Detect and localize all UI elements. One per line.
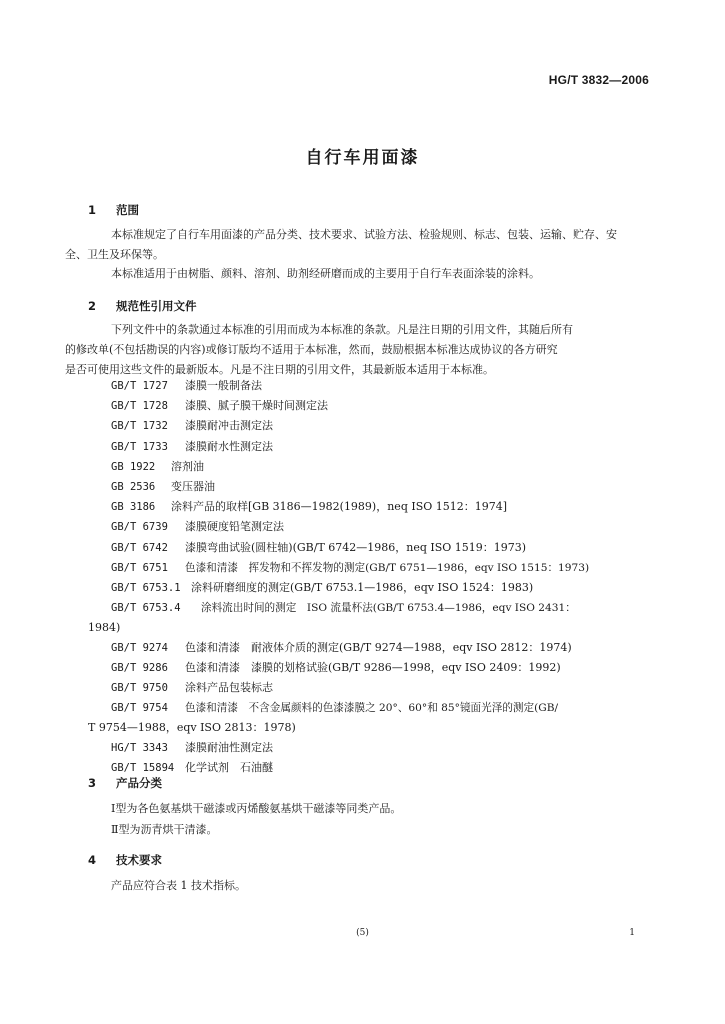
reference-code: GB/T 9754 — [111, 702, 168, 715]
section-number: 1 — [88, 203, 97, 217]
reference-title: 色漆和清漆 不含金属颜料的色漆漆膜之 20°、60°和 85°镜面光泽的测定(GB/ — [185, 702, 559, 715]
reference-item — [88, 758, 653, 778]
section-number: 4 — [88, 853, 97, 867]
scope-paragraph-1 — [65, 225, 653, 265]
section-number: 2 — [88, 299, 97, 313]
reference-item — [88, 477, 653, 497]
reference-title: 漆膜一般制备法 — [185, 379, 262, 392]
reference-item — [88, 638, 653, 658]
reference-code: GB/T 1732 — [111, 420, 168, 433]
normative-references-intro — [65, 320, 653, 380]
product-type-1: Ⅰ型为各色氨基烘干磁漆或丙烯酸氨基烘干磁漆等同类产品。 — [111, 802, 402, 815]
section-title: 规范性引用文件 — [116, 299, 197, 313]
intro-line-1: 下列文件中的条款通过本标准的引用而成为本标准的条款。凡是注日期的引用文件，其随后所有 — [111, 323, 573, 336]
reference-continuation: 1984) — [88, 621, 121, 635]
reference-item — [88, 738, 653, 758]
reference-title: 漆膜、腻子膜干燥时间测定法 — [185, 399, 328, 413]
reference-code: GB/T 6751 — [111, 561, 168, 574]
reference-item — [88, 538, 653, 558]
reference-title: 漆膜弯曲试验(圆柱轴)(GB/T 6742—1986，neq ISO 1519：1973) — [185, 540, 527, 554]
reference-item — [88, 437, 653, 457]
reference-item — [88, 578, 653, 598]
reference-item — [88, 517, 653, 537]
reference-code: GB/T 9750 — [111, 682, 168, 695]
scope-line-2: 全、卫生及环保等。 — [65, 248, 164, 261]
reference-item — [88, 376, 653, 396]
page-number: 1 — [629, 928, 635, 938]
intro-line-2: 的修改单(不包括勘误的内容)或修订版均不适用于本标准，然而，鼓励根据本标准达成协议的各方研究 — [65, 343, 558, 356]
section-3-heading — [88, 775, 162, 791]
technical-requirements-paragraph: 产品应符合表 1 技术指标。 — [111, 879, 246, 892]
reference-code: GB/T 9286 — [111, 661, 168, 674]
reference-title: 涂料产品的取样[GB 3186—1982(1989)，neq ISO 1512：1974] — [171, 500, 508, 514]
reference-code: GB/T 9274 — [111, 641, 168, 654]
reference-list — [88, 376, 653, 778]
reference-item — [88, 658, 653, 678]
reference-code: GB/T 1728 — [111, 400, 168, 413]
reference-code: GB/T 1727 — [111, 380, 168, 392]
reference-title: 漆膜耐冲击测定法 — [185, 419, 273, 433]
reference-code: GB/T 6742 — [111, 541, 168, 554]
scope-line-1: 本标准规定了自行车用面漆的产品分类、技术要求、试验方法、检验规则、标志、包装、运输、贮存、安 — [111, 228, 617, 241]
reference-code: GB/T 6753.1 — [111, 582, 181, 595]
reference-item — [88, 678, 653, 698]
reference-code: GB 3186 — [111, 501, 156, 514]
product-type-2: Ⅱ型为沥青烘干清漆。 — [111, 823, 218, 836]
reference-title: 溶剂油 — [171, 459, 204, 473]
section-title: 技术要求 — [116, 853, 162, 867]
section-1-heading — [88, 202, 139, 218]
reference-code: GB 2536 — [111, 481, 156, 494]
reference-title: 化学试剂 石油醚 — [185, 760, 273, 774]
reference-code: GB/T 6739 — [111, 521, 168, 534]
reference-item — [88, 598, 653, 637]
document-title: 自行车用面漆 — [305, 148, 420, 168]
reference-title: 漆膜硬度铅笔测定法 — [185, 520, 284, 534]
reference-code: GB 1922 — [111, 460, 156, 473]
reference-title: 色漆和清漆 挥发物和不挥发物的测定(GB/T 6751—1986，eqv ISO 1515：1973) — [185, 561, 590, 574]
scope-paragraph-2: 本标准适用于由树脂、颜料、溶剂、助剂经研磨而成的主要用于自行车表面涂装的涂料。 — [111, 267, 540, 280]
reference-item — [88, 416, 653, 436]
section-2-heading — [88, 298, 197, 314]
reference-title: 色漆和清漆 耐液体介质的测定(GB/T 9274—1988，eqv ISO 2812：1974) — [185, 640, 572, 654]
reference-title: 漆膜耐油性测定法 — [185, 740, 273, 754]
reference-code: HG/T 3343 — [111, 741, 168, 754]
reference-title: 漆膜耐水性测定法 — [185, 439, 273, 453]
section-title: 产品分类 — [116, 776, 162, 790]
reference-code: GB/T 1733 — [111, 440, 168, 453]
reference-title: 涂料产品包装标志 — [185, 681, 273, 695]
reference-title: 涂料研磨细度的测定(GB/T 6753.1—1986，eqv ISO 1524：1983) — [191, 581, 534, 595]
reference-item — [88, 558, 653, 578]
reference-title: 涂料流出时间的测定 ISO 流量杯法(GB/T 6753.4—1986，eqv ISO 2431： — [201, 602, 576, 615]
reference-title: 色漆和清漆 漆膜的划格试验(GB/T 9286—1998，eqv ISO 2409：1992) — [185, 660, 561, 674]
section-4-heading — [88, 852, 162, 868]
reference-item — [88, 497, 653, 517]
reference-item — [88, 457, 653, 477]
reference-code: GB/T 6753.4 — [111, 602, 181, 615]
reference-continuation: T 9754—1988，eqv ISO 2813：1978) — [88, 721, 296, 735]
reference-item — [88, 396, 653, 416]
reference-code: GB/T 15894 — [111, 761, 175, 774]
reference-title: 变压器油 — [171, 480, 215, 494]
page-label: (5) — [356, 928, 369, 938]
section-number: 3 — [88, 776, 97, 790]
standard-code: HG/T 3832—2006 — [548, 73, 649, 87]
reference-item — [88, 698, 653, 737]
intro-line-3: 是否可使用这些文件的最新版本。凡是不注日期的引用文件，其最新版本适用于本标准。 — [65, 363, 494, 376]
section-title: 范围 — [116, 203, 139, 217]
